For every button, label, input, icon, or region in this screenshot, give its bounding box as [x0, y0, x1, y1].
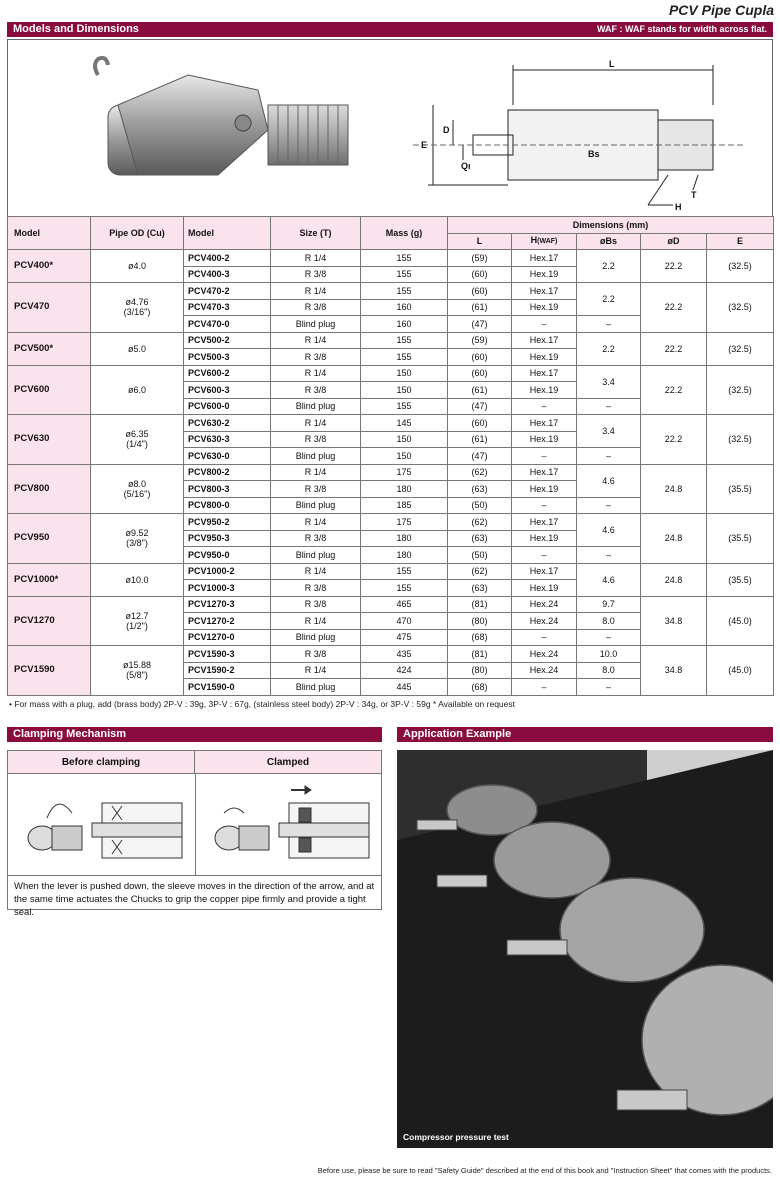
mass-cell: 155 [361, 250, 448, 267]
E-cell: (32.5) [707, 415, 774, 465]
mass-cell: 155 [361, 266, 448, 283]
drawing-label-Ql: Qı [461, 161, 471, 171]
bs-cell: 4.6 [577, 464, 641, 497]
clamped-diagram [199, 778, 379, 873]
H-cell: Hex.24 [512, 596, 577, 613]
clamping-title: Clamping Mechanism [13, 728, 127, 740]
model-code-cell: PCV630-0 [184, 448, 271, 465]
E-cell: (32.5) [707, 283, 774, 333]
model-cell: PCV400* [8, 250, 91, 283]
L-cell: (81) [448, 596, 512, 613]
D-cell: 34.8 [641, 596, 707, 646]
application-photo [397, 750, 773, 1148]
mass-cell: 175 [361, 514, 448, 531]
H-cell: – [512, 497, 577, 514]
model-code-cell: PCV1590-2 [184, 662, 271, 679]
H-cell: Hex.19 [512, 349, 577, 366]
mass-cell: 155 [361, 398, 448, 415]
bs-cell: – [577, 448, 641, 465]
table-row [8, 464, 774, 481]
E-cell: (32.5) [707, 250, 774, 283]
table-row [8, 283, 774, 300]
col-L: L [448, 233, 512, 250]
table-row [8, 514, 774, 531]
bs-cell: 2.2 [577, 332, 641, 365]
mass-cell: 155 [361, 283, 448, 300]
H-cell: Hex.17 [512, 514, 577, 531]
H-cell: – [512, 629, 577, 646]
pipe-od-cell: ø4.76 (3/16") [91, 283, 184, 333]
pipe-od-cell: ø5.0 [91, 332, 184, 365]
col-Bs: øBs [577, 233, 641, 250]
bs-cell: 9.7 [577, 596, 641, 613]
bs-cell: – [577, 398, 641, 415]
mass-cell: 185 [361, 497, 448, 514]
before-clamping-label: Before clamping [8, 751, 195, 774]
D-cell: 24.8 [641, 514, 707, 564]
size-cell: Blind plug [271, 497, 361, 514]
model-code-cell: PCV630-2 [184, 415, 271, 432]
mass-cell: 150 [361, 365, 448, 382]
drawing-label-L: L [609, 59, 615, 69]
bs-cell: 2.2 [577, 283, 641, 316]
E-cell: (45.0) [707, 596, 774, 646]
H-cell: – [512, 679, 577, 696]
H-cell: Hex.24 [512, 613, 577, 630]
clamping-header [7, 727, 382, 742]
L-cell: (68) [448, 679, 512, 696]
bs-cell: – [577, 679, 641, 696]
mass-cell: 160 [361, 316, 448, 333]
H-cell: Hex.19 [512, 431, 577, 448]
model-code-cell: PCV470-3 [184, 299, 271, 316]
size-cell: R 1/4 [271, 415, 361, 432]
size-cell: R 1/4 [271, 464, 361, 481]
L-cell: (60) [448, 415, 512, 432]
model-code-cell: PCV400-3 [184, 266, 271, 283]
L-cell: (60) [448, 266, 512, 283]
model-cell: PCV470 [8, 283, 91, 333]
L-cell: (61) [448, 431, 512, 448]
mass-cell: 160 [361, 299, 448, 316]
pipe-od-cell: ø15.88 (5/8") [91, 646, 184, 696]
size-cell: R 1/4 [271, 514, 361, 531]
model-cell: PCV600 [8, 365, 91, 415]
H-cell: Hex.19 [512, 299, 577, 316]
size-cell: R 1/4 [271, 563, 361, 580]
H-cell: Hex.17 [512, 563, 577, 580]
application-header [397, 727, 773, 742]
H-cell: Hex.17 [512, 464, 577, 481]
H-cell: – [512, 398, 577, 415]
L-cell: (80) [448, 613, 512, 630]
model-code-cell: PCV1270-3 [184, 596, 271, 613]
model-code-cell: PCV1590-3 [184, 646, 271, 663]
H-cell: Hex.19 [512, 481, 577, 498]
D-cell: 24.8 [641, 464, 707, 514]
drawing-label-T: T [691, 190, 697, 200]
model-cell: PCV630 [8, 415, 91, 465]
E-cell: (45.0) [707, 646, 774, 696]
mass-cell: 465 [361, 596, 448, 613]
col-mass: Mass (g) [361, 217, 448, 250]
L-cell: (63) [448, 530, 512, 547]
clamping-description: When the lever is pushed down, the sleeve moves in the direction of the arrow, and at the same time actuates the Chucks to grip the copper pipe firmly and provide a tight seal. [8, 875, 381, 910]
bs-cell: 10.0 [577, 646, 641, 663]
size-cell: R 3/8 [271, 431, 361, 448]
H-cell: Hex.19 [512, 530, 577, 547]
product-photo [78, 45, 358, 215]
E-cell: (32.5) [707, 332, 774, 365]
size-cell: R 3/8 [271, 530, 361, 547]
size-cell: R 1/4 [271, 613, 361, 630]
col-dimensions: Dimensions (mm) [448, 217, 774, 234]
size-cell: R 1/4 [271, 332, 361, 349]
pipe-od-cell: ø6.35 (1/4") [91, 415, 184, 465]
model-cell: PCV1000* [8, 563, 91, 596]
H-cell: Hex.19 [512, 580, 577, 597]
model-code-cell: PCV1270-2 [184, 613, 271, 630]
dimension-drawing [413, 45, 743, 215]
compressor-photo-illustration [397, 750, 773, 1148]
size-cell: R 3/8 [271, 481, 361, 498]
L-cell: (68) [448, 629, 512, 646]
size-cell: R 1/4 [271, 662, 361, 679]
table-row [8, 646, 774, 663]
L-cell: (47) [448, 398, 512, 415]
drawing-label-Bs: Bs [588, 149, 600, 159]
bs-cell: 8.0 [577, 613, 641, 630]
size-cell: Blind plug [271, 629, 361, 646]
models-dimensions-header [7, 22, 773, 37]
col-D: øD [641, 233, 707, 250]
pipe-od-cell: ø12.7 (1/2") [91, 596, 184, 646]
size-cell: R 1/4 [271, 365, 361, 382]
H-cell: – [512, 448, 577, 465]
model-cell: PCV1590 [8, 646, 91, 696]
mass-cell: 155 [361, 332, 448, 349]
D-cell: 22.2 [641, 250, 707, 283]
model-code-cell: PCV950-3 [184, 530, 271, 547]
L-cell: (50) [448, 497, 512, 514]
L-cell: (60) [448, 365, 512, 382]
bs-cell: 8.0 [577, 662, 641, 679]
mass-cell: 424 [361, 662, 448, 679]
model-code-cell: PCV1000-3 [184, 580, 271, 597]
bs-cell: 4.6 [577, 563, 641, 596]
model-code-cell: PCV500-2 [184, 332, 271, 349]
pipe-od-cell: ø8.0 (5/16") [91, 464, 184, 514]
mass-cell: 155 [361, 349, 448, 366]
H-cell: Hex.24 [512, 662, 577, 679]
mass-cell: 180 [361, 530, 448, 547]
drawing-label-H: H [675, 202, 682, 212]
table-row [8, 332, 774, 349]
col-model: Model [8, 217, 91, 250]
H-cell: Hex.17 [512, 365, 577, 382]
L-cell: (80) [448, 662, 512, 679]
mass-cell: 150 [361, 448, 448, 465]
D-cell: 22.2 [641, 332, 707, 365]
clamped-label: Clamped [195, 751, 381, 774]
H-cell: – [512, 316, 577, 333]
L-cell: (47) [448, 448, 512, 465]
col-size: Size (T) [271, 217, 361, 250]
size-cell: R 1/4 [271, 250, 361, 267]
mass-cell: 435 [361, 646, 448, 663]
model-cell: PCV500* [8, 332, 91, 365]
model-code-cell: PCV1590-0 [184, 679, 271, 696]
col-pipe-od: Pipe OD (Cu) [91, 217, 184, 250]
E-cell: (32.5) [707, 365, 774, 415]
H-cell: Hex.17 [512, 250, 577, 267]
size-cell: R 3/8 [271, 299, 361, 316]
L-cell: (63) [448, 580, 512, 597]
bs-cell: 3.4 [577, 415, 641, 448]
drawing-label-E: E [421, 140, 428, 150]
dimensions-table [7, 216, 774, 696]
size-cell: R 3/8 [271, 382, 361, 399]
photo-caption: Compressor pressure test [403, 1132, 509, 1142]
mass-cell: 155 [361, 563, 448, 580]
H-cell: Hex.24 [512, 646, 577, 663]
L-cell: (59) [448, 250, 512, 267]
size-cell: Blind plug [271, 448, 361, 465]
H-cell: – [512, 547, 577, 564]
pipe-od-cell: ø4.0 [91, 250, 184, 283]
bs-cell: 3.4 [577, 365, 641, 398]
pipe-od-cell: ø9.52 (3/8") [91, 514, 184, 564]
table-row [8, 365, 774, 382]
mass-cell: 175 [361, 464, 448, 481]
H-cell: Hex.19 [512, 382, 577, 399]
model-code-cell: PCV600-0 [184, 398, 271, 415]
size-cell: Blind plug [271, 398, 361, 415]
L-cell: (61) [448, 299, 512, 316]
col-model2: Model [184, 217, 271, 250]
model-code-cell: PCV600-2 [184, 365, 271, 382]
table-row [8, 563, 774, 580]
mass-footnote: • For mass with a plug, add (brass body) 2P-V : 39g, 3P-V : 67g, (stainless steel body) 2P-V : 34g, or 3P-V : 59g * Available on request [9, 699, 515, 709]
L-cell: (50) [448, 547, 512, 564]
mass-cell: 180 [361, 547, 448, 564]
pipe-od-cell: ø6.0 [91, 365, 184, 415]
D-cell: 22.2 [641, 283, 707, 333]
mass-cell: 445 [361, 679, 448, 696]
product-figure-area [7, 39, 773, 216]
model-cell: PCV800 [8, 464, 91, 514]
table-row [8, 415, 774, 432]
mass-cell: 145 [361, 415, 448, 432]
table-row [8, 596, 774, 613]
L-cell: (62) [448, 514, 512, 531]
mass-cell: 470 [361, 613, 448, 630]
D-cell: 22.2 [641, 365, 707, 415]
model-code-cell: PCV470-2 [184, 283, 271, 300]
pipe-od-cell: ø10.0 [91, 563, 184, 596]
L-cell: (62) [448, 464, 512, 481]
H-cell: Hex.17 [512, 415, 577, 432]
size-cell: Blind plug [271, 316, 361, 333]
page-title: PCV Pipe Cupla [668, 2, 774, 18]
H-cell: Hex.17 [512, 332, 577, 349]
table-row [8, 250, 774, 267]
model-code-cell: PCV500-3 [184, 349, 271, 366]
H-cell: Hex.19 [512, 266, 577, 283]
model-code-cell: PCV1000-2 [184, 563, 271, 580]
L-cell: (63) [448, 481, 512, 498]
size-cell: R 3/8 [271, 266, 361, 283]
D-cell: 22.2 [641, 415, 707, 465]
L-cell: (59) [448, 332, 512, 349]
L-cell: (81) [448, 646, 512, 663]
D-cell: 34.8 [641, 646, 707, 696]
model-code-cell: PCV470-0 [184, 316, 271, 333]
E-cell: (35.5) [707, 514, 774, 564]
size-cell: R 3/8 [271, 646, 361, 663]
mass-cell: 180 [361, 481, 448, 498]
size-cell: R 3/8 [271, 580, 361, 597]
model-code-cell: PCV800-3 [184, 481, 271, 498]
mass-cell: 150 [361, 382, 448, 399]
E-cell: (35.5) [707, 464, 774, 514]
model-cell: PCV1270 [8, 596, 91, 646]
L-cell: (60) [448, 283, 512, 300]
col-H: H(WAF) [512, 233, 577, 250]
L-cell: (62) [448, 563, 512, 580]
L-cell: (47) [448, 316, 512, 333]
L-cell: (61) [448, 382, 512, 399]
clamping-panel [7, 750, 382, 918]
model-code-cell: PCV630-3 [184, 431, 271, 448]
mass-cell: 155 [361, 580, 448, 597]
size-cell: R 1/4 [271, 283, 361, 300]
size-cell: R 3/8 [271, 596, 361, 613]
model-code-cell: PCV800-2 [184, 464, 271, 481]
model-code-cell: PCV800-0 [184, 497, 271, 514]
H-cell: Hex.17 [512, 283, 577, 300]
size-cell: R 3/8 [271, 349, 361, 366]
L-cell: (60) [448, 349, 512, 366]
section-title: Models and Dimensions [13, 23, 139, 35]
model-code-cell: PCV600-3 [184, 382, 271, 399]
model-code-cell: PCV1270-0 [184, 629, 271, 646]
waf-note: WAF : WAF stands for width across flat. [596, 24, 767, 34]
before-clamping-diagram [12, 778, 192, 873]
bs-cell: – [577, 497, 641, 514]
bs-cell: – [577, 316, 641, 333]
bs-cell: 2.2 [577, 250, 641, 283]
model-code-cell: PCV950-0 [184, 547, 271, 564]
application-title: Application Example [403, 728, 512, 740]
model-cell: PCV950 [8, 514, 91, 564]
size-cell: Blind plug [271, 547, 361, 564]
mass-cell: 475 [361, 629, 448, 646]
col-E: E [707, 233, 774, 250]
mass-cell: 150 [361, 431, 448, 448]
safety-note: Before use, please be sure to read "Safety Guide" described at the end of this book and "Instruction Sheet" that comes with the products. [317, 1166, 772, 1175]
size-cell: Blind plug [271, 679, 361, 696]
bs-cell: – [577, 629, 641, 646]
E-cell: (35.5) [707, 563, 774, 596]
D-cell: 24.8 [641, 563, 707, 596]
model-code-cell: PCV400-2 [184, 250, 271, 267]
bs-cell: – [577, 547, 641, 564]
model-code-cell: PCV950-2 [184, 514, 271, 531]
drawing-label-D: D [443, 125, 450, 135]
bs-cell: 4.6 [577, 514, 641, 547]
